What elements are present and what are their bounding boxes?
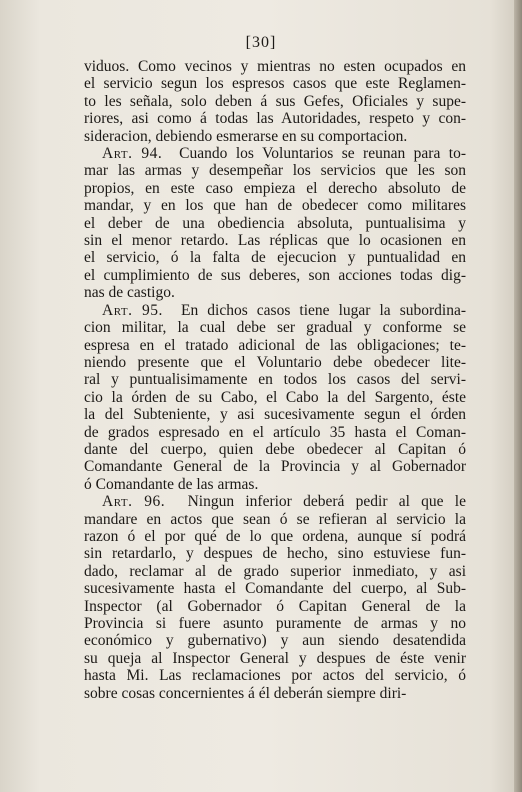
text-line <box>84 180 466 197</box>
line-text: económico y gubernativo) y aun siendo desatendida <box>84 632 466 650</box>
line-text: ó Comandante de las armas. <box>84 475 259 493</box>
line-text: de grados espresado en el artículo 35 hasta el Coman- <box>84 423 466 441</box>
text-line <box>84 441 466 458</box>
line-text: mar las armas y desempeñar los servicios que les son <box>84 162 466 180</box>
text-line <box>84 162 466 179</box>
line-text: ral y puntualisimamente en todos los casos del servi- <box>84 371 466 389</box>
text-line <box>84 267 466 284</box>
page-number: [30] <box>245 34 277 51</box>
line-text: propios, en este caso empieza el derecho absoluto de <box>84 179 466 197</box>
line-text: cio la órden de su Cabo, el Cabo la del Sargento, éste <box>84 388 466 406</box>
line-text: Ningun inferior deberá pedir al que le <box>187 493 466 511</box>
page-edge-shadow <box>514 0 522 792</box>
text-line <box>84 563 466 580</box>
line-text: razon ó el por qué de lo que ordena, aunque sí podrá <box>84 527 466 545</box>
line-text: Provincia si fuere asunto puramente de armas y no <box>84 615 466 632</box>
text-line <box>84 337 466 354</box>
article-label: Art. 96. <box>102 493 166 511</box>
line-text: mandar, y en los que han de obedecer como militares <box>84 197 466 215</box>
text-line <box>84 215 466 232</box>
line-text: dante del cuerpo, quien debe obedecer al Capitan ó <box>84 440 466 458</box>
line-text: el cumplimiento de sus deberes, son acciones todas dig- <box>84 266 466 284</box>
line-text: riores, asi como á todas las Autoridades, respeto y con- <box>84 110 466 128</box>
text-line <box>84 249 466 266</box>
line-text: niendo presente que el Voluntario debe obedecer lite- <box>84 353 466 371</box>
line-text: Inspector (al Gobernador ó Capitan General de la <box>84 597 466 615</box>
text-line <box>84 615 466 632</box>
text-line <box>84 545 466 562</box>
text-line <box>84 580 466 597</box>
text-line <box>84 110 466 127</box>
line-text: sobre cosas concernientes á él deberán siempre diri- <box>84 684 407 702</box>
line-text: mandare en actos que sean ó se refieran al servicio la <box>84 510 466 528</box>
line-text: sideracion, debiendo esmerarse en su comportacion. <box>84 127 408 145</box>
line-text: espresa en el tratado adicional de las obligaciones; te- <box>84 336 466 354</box>
text-line <box>84 302 466 319</box>
text-line <box>84 128 466 145</box>
text-line <box>84 598 466 615</box>
line-text: to les señala, solo deben á sus Gefes, Oficiales y supe- <box>84 92 466 110</box>
text-line <box>84 93 466 110</box>
text-line <box>84 354 466 371</box>
line-text: nas de castigo. <box>84 284 175 302</box>
article-label: Art. 95. <box>102 301 163 319</box>
line-text: dado, reclamar al de grado superior inmediato, y asi <box>84 562 466 580</box>
line-text: el servicio segun los espresos casos que este Reglamen- <box>84 75 466 93</box>
line-text: hasta Mi. Las reclamaciones por actos del servicio, ó <box>84 667 466 685</box>
text-line <box>84 389 466 406</box>
line-text: la del Subteniente, y asi sucesivamente segun el órden <box>84 406 466 424</box>
line-text: viduos. Como vecinos y mientras no esten ocupados en <box>84 58 466 75</box>
text-line <box>84 458 466 475</box>
line-text: su queja al Inspector General y despues de éste venir <box>84 649 466 667</box>
text-line <box>84 406 466 423</box>
line-text: Comandante General de la Provincia y al Gobernador <box>84 458 466 476</box>
line-text: sin retardarlo, y despues de hecho, sino estuviese fun- <box>84 545 466 563</box>
text-line <box>84 58 466 75</box>
text-line <box>84 371 466 388</box>
text-line <box>84 75 466 92</box>
line-text: En dichos casos tiene lugar la subordina- <box>181 301 466 319</box>
line-text: el servicio, ó la falta de ejecucion y puntualidad en <box>84 249 466 267</box>
line-text: Cuando los Voluntarios se reunan para to- <box>179 145 467 163</box>
text-line <box>84 284 466 301</box>
text-line <box>84 493 466 510</box>
paragraph-art-96 <box>84 493 466 702</box>
text-line <box>84 232 466 249</box>
text-line <box>84 197 466 214</box>
text-line <box>84 632 466 649</box>
text-line <box>84 476 466 493</box>
text-line <box>84 685 466 702</box>
text-line <box>84 319 466 336</box>
text-line <box>84 528 466 545</box>
line-text: el deber de una obediencia absoluta, puntualisima y <box>84 214 466 232</box>
text-line <box>84 667 466 684</box>
text-line <box>84 650 466 667</box>
text-line <box>84 145 466 162</box>
article-label: Art. 94. <box>102 145 163 163</box>
paragraph-intro <box>84 58 466 145</box>
paragraph-art-94 <box>84 145 466 302</box>
text-line <box>84 424 466 441</box>
line-text: sucesivamente hasta el Comandante del cuerpo, al Sub- <box>84 580 466 598</box>
paragraph-art-95 <box>84 302 466 493</box>
text-line <box>84 511 466 528</box>
line-text: sin el menor retardo. Las réplicas que lo ocasionen en <box>84 232 466 250</box>
page-text <box>84 58 466 702</box>
line-text: cion militar, la cual debe ser gradual y conforme se <box>84 319 466 337</box>
